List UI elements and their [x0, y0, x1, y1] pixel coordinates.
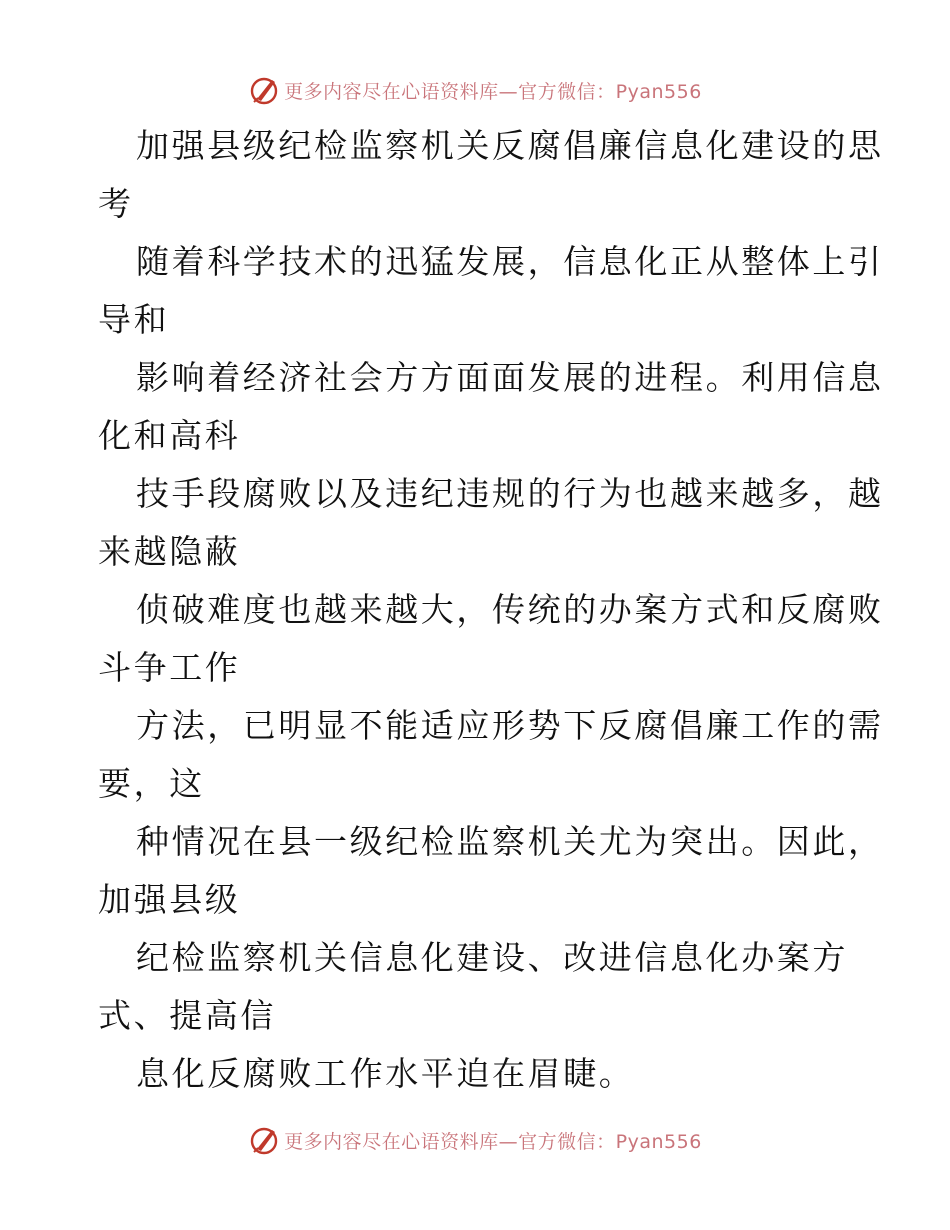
- text-line: 方法，已明显不能适应形势下反腐倡廉工作的需: [136, 706, 884, 745]
- text-line: 化和高科: [98, 416, 241, 455]
- text-line: 息化反腐败工作水平迫在眉睫。: [136, 1054, 635, 1093]
- text-line: 加强县级: [98, 880, 241, 919]
- text-line: 加强县级纪检监察机关反腐倡廉信息化建设的思: [136, 126, 884, 165]
- footer-banner: [0, 1122, 950, 1158]
- text-line: 技手段腐败以及违纪违规的行为也越来越多，越: [136, 474, 884, 513]
- text-line: 侦破难度也越来越大，传统的办案方式和反腐败: [136, 590, 884, 629]
- text-line: 导和: [98, 300, 170, 339]
- text-line: 纪检监察机关信息化建设、改进信息化办案方: [136, 938, 848, 977]
- header-banner: [0, 72, 950, 108]
- text-line: 来越隐蔽: [98, 532, 241, 571]
- text-line: 要，这: [98, 764, 205, 803]
- text-line: 考: [98, 184, 134, 223]
- banner-text: 更多内容尽在心语资料库—官方微信：Pyan556: [284, 1130, 702, 1153]
- text-line: 种情况在县一级纪检监察机关尤为突出。因此，: [136, 822, 884, 861]
- quill-pen-logo-icon: [248, 1124, 280, 1156]
- text-line: 影响着经济社会方方面面发展的进程。利用信息: [136, 358, 884, 397]
- text-line: 斗争工作: [98, 648, 241, 687]
- text-line: 随着科学技术的迅猛发展，信息化正从整体上引: [136, 242, 884, 281]
- quill-pen-logo-icon: [248, 74, 280, 106]
- banner-text: 更多内容尽在心语资料库—官方微信：Pyan556: [284, 80, 702, 103]
- text-line: 式、提高信: [98, 996, 276, 1035]
